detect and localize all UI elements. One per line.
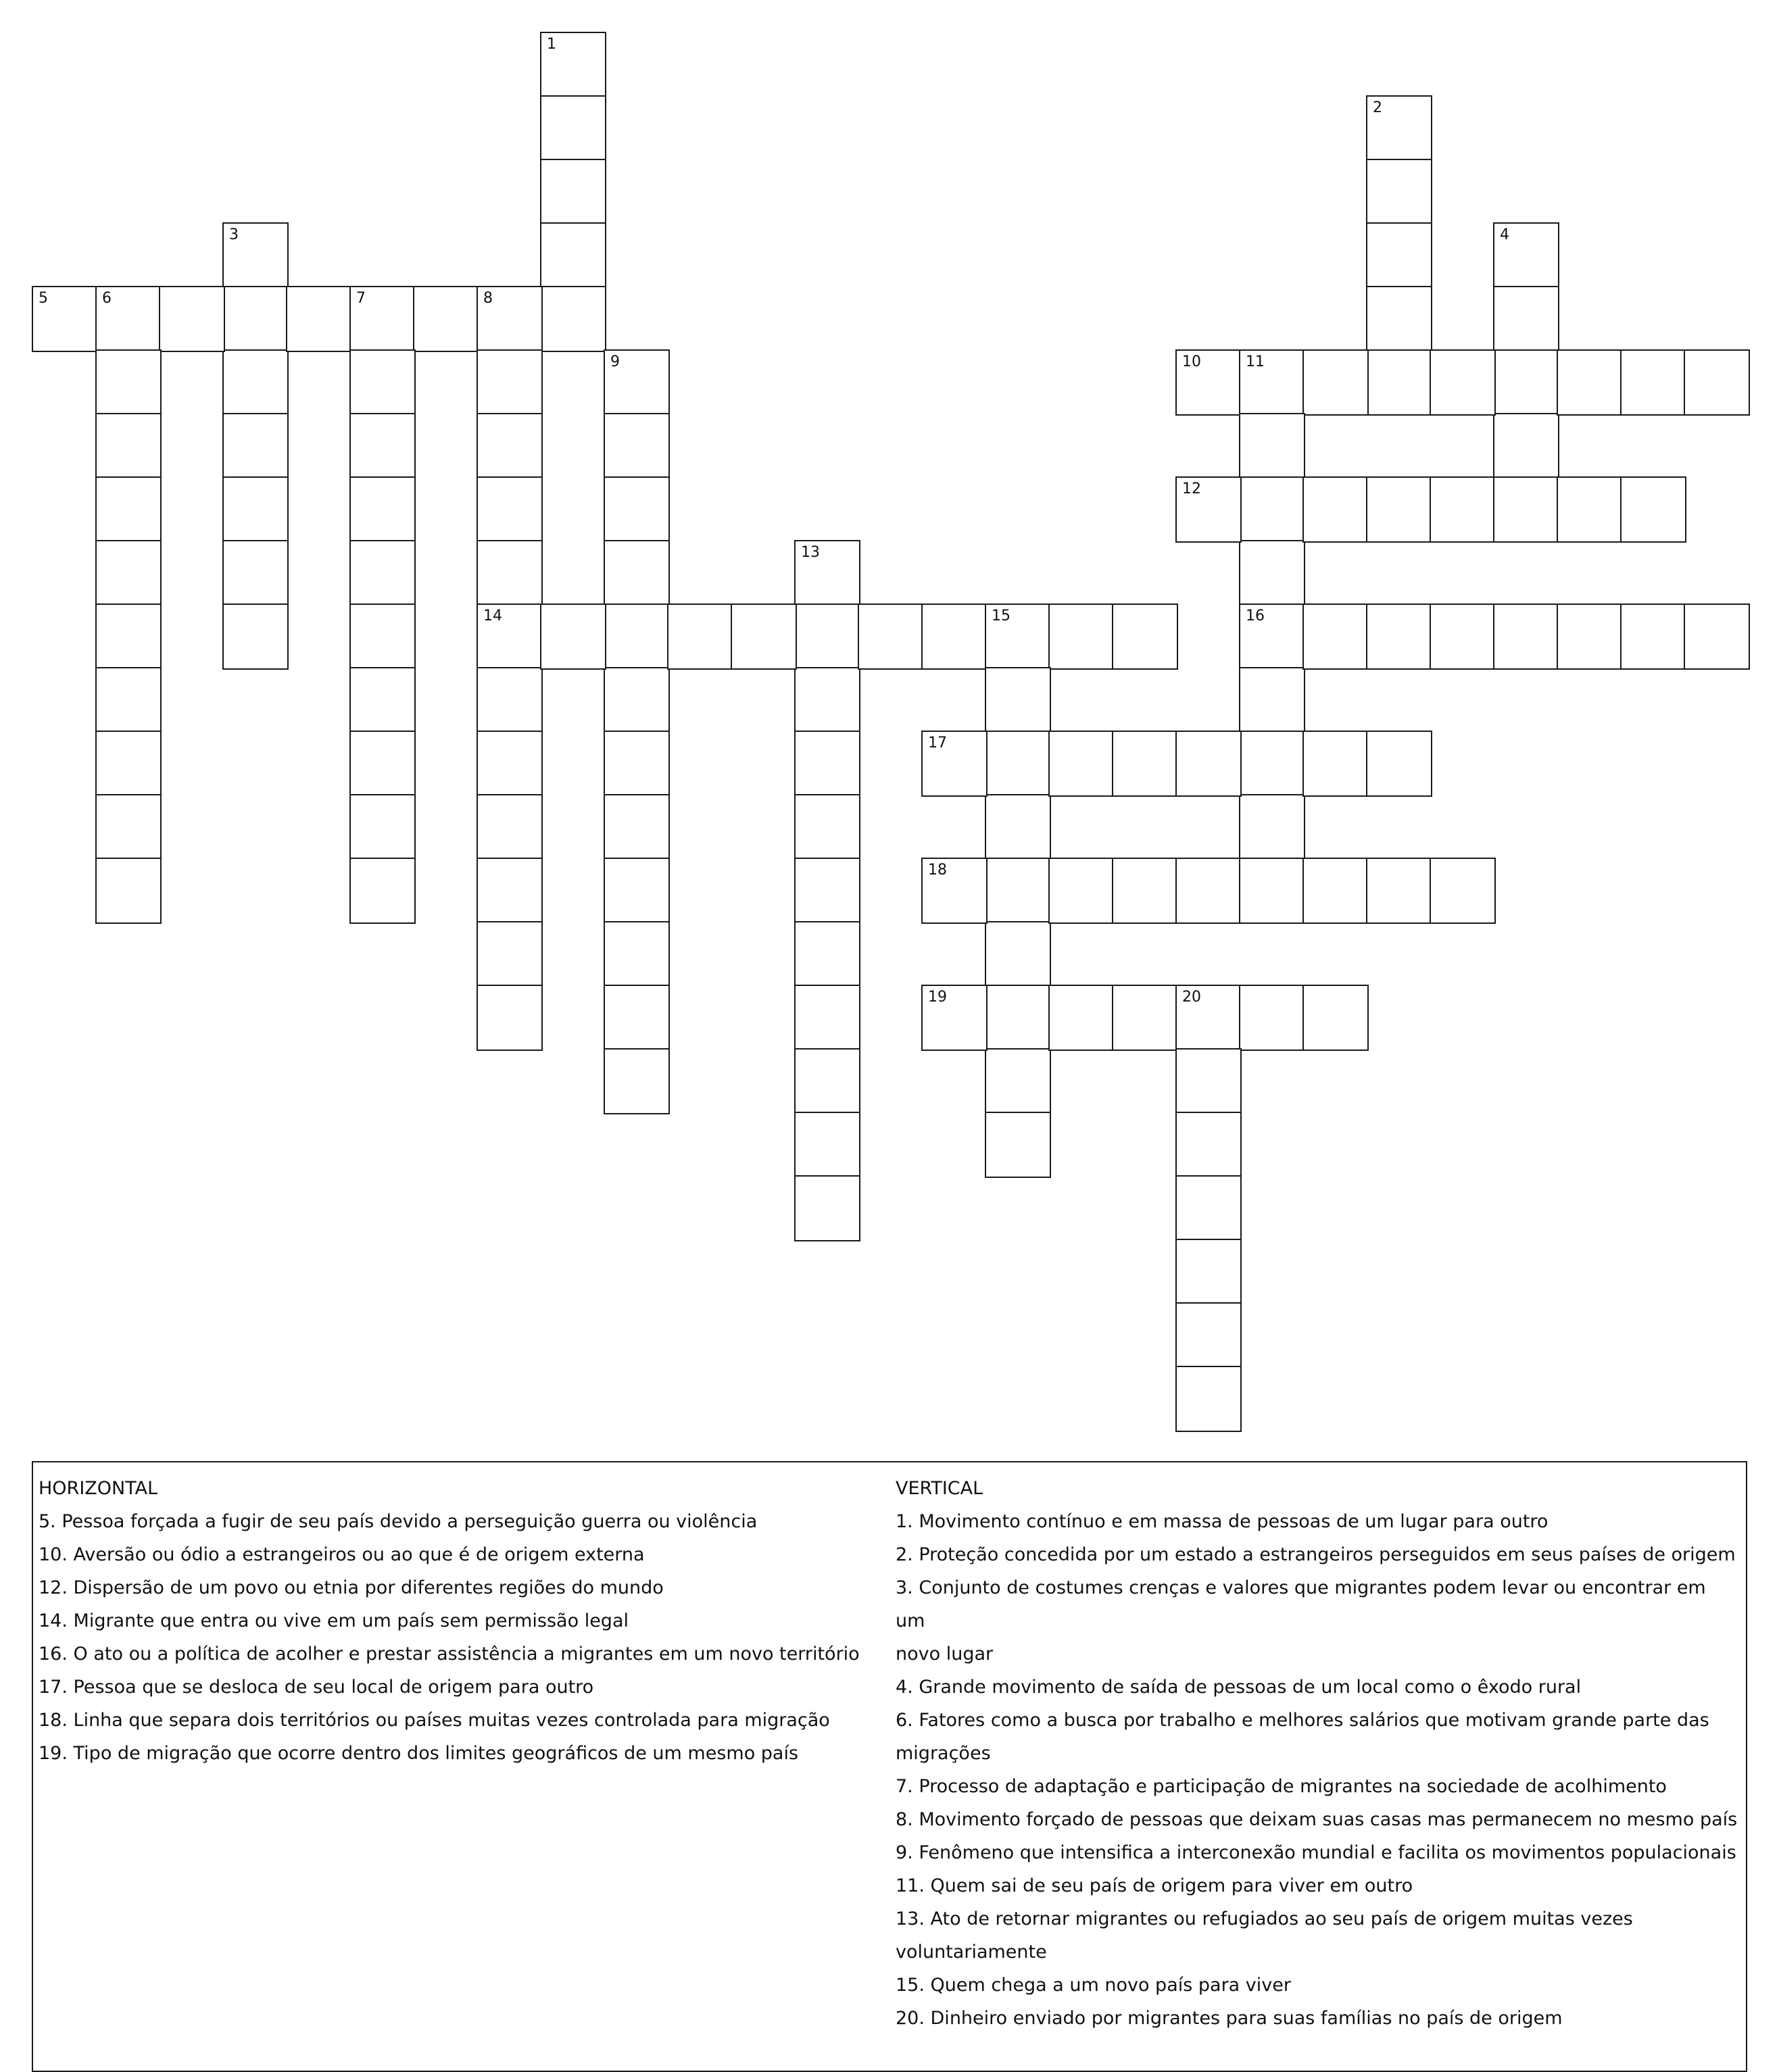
crossword-cell[interactable] xyxy=(1493,286,1559,352)
crossword-cell[interactable] xyxy=(794,858,860,924)
crossword-cell[interactable] xyxy=(95,349,162,416)
crossword-cell[interactable] xyxy=(985,1048,1051,1114)
crossword-cell[interactable] xyxy=(477,540,543,606)
crossword-cell[interactable] xyxy=(1239,858,1305,924)
clue-number: 12 xyxy=(1182,480,1201,497)
across-heading: HORIZONTAL xyxy=(39,1478,158,1499)
crossword-cell[interactable] xyxy=(1112,858,1178,924)
clue-number: 3 xyxy=(229,226,239,243)
down-clue: 1. Movimento contínuo e em massa de pessoas de um lugar para outro xyxy=(896,1511,1549,1532)
crossword-cell[interactable] xyxy=(604,985,670,1051)
crossword-cell[interactable] xyxy=(1493,603,1559,670)
crossword-cell[interactable] xyxy=(604,540,670,606)
crossword-cell[interactable] xyxy=(1366,603,1432,670)
crossword-cell[interactable] xyxy=(222,286,289,352)
crossword-cell[interactable] xyxy=(604,1048,670,1114)
crossword-cell[interactable] xyxy=(1048,731,1115,797)
crossword-cell[interactable] xyxy=(477,286,543,352)
down-clue: 13. Ato de retornar migrantes ou refugiados ao seu país de origem muitas vezes xyxy=(896,1908,1633,1929)
crossword-cell[interactable] xyxy=(540,159,606,225)
crossword-cell[interactable] xyxy=(731,603,797,670)
crossword-cell[interactable] xyxy=(222,540,289,606)
down-clue: voluntariamente xyxy=(896,1942,1047,1963)
crossword-cell[interactable] xyxy=(349,540,416,606)
crossword-cell[interactable] xyxy=(921,858,988,924)
down-clue: 4. Grande movimento de saída de pessoas de um local como o êxodo rural xyxy=(896,1677,1582,1698)
crossword-cell[interactable] xyxy=(794,667,860,733)
crossword-cell[interactable] xyxy=(1366,222,1432,289)
crossword-cell[interactable] xyxy=(1239,731,1305,797)
crossword-cell[interactable] xyxy=(477,731,543,797)
clue-number: 1 xyxy=(547,36,556,53)
clue-number: 8 xyxy=(483,290,493,307)
crossword-cell[interactable] xyxy=(349,286,416,352)
clue-number: 16 xyxy=(1246,608,1265,624)
crossword-cell[interactable] xyxy=(794,603,860,670)
crossword-cell[interactable] xyxy=(1175,1239,1242,1305)
crossword-cell[interactable] xyxy=(95,476,162,543)
crossword-cell[interactable] xyxy=(794,540,860,606)
crossword-cell[interactable] xyxy=(32,286,98,352)
crossword-cell[interactable] xyxy=(1175,1366,1242,1432)
crossword-cell[interactable] xyxy=(286,286,352,352)
crossword-cell[interactable] xyxy=(222,349,289,416)
crossword-cell[interactable] xyxy=(794,1175,860,1241)
crossword-cell[interactable] xyxy=(540,286,606,352)
crossword-cell[interactable] xyxy=(95,794,162,860)
crossword-cell[interactable] xyxy=(604,667,670,733)
crossword-cell[interactable] xyxy=(349,858,416,924)
crossword-cell[interactable] xyxy=(477,603,543,670)
crossword-cell[interactable] xyxy=(858,603,924,670)
crossword-cell[interactable] xyxy=(1366,476,1432,543)
crossword-cell[interactable] xyxy=(1175,476,1242,543)
crossword-cell[interactable] xyxy=(1557,349,1623,416)
crossword-cell[interactable] xyxy=(1366,95,1432,162)
crossword-cell[interactable] xyxy=(985,667,1051,733)
crossword-cell[interactable] xyxy=(95,540,162,606)
crossword-cell[interactable] xyxy=(1430,858,1496,924)
crossword-cell[interactable] xyxy=(985,985,1051,1051)
crossword-cell[interactable] xyxy=(794,1112,860,1178)
crossword-cell[interactable] xyxy=(1366,731,1432,797)
clue-number: 4 xyxy=(1500,226,1509,243)
down-clues xyxy=(896,1472,1740,2035)
crossword-cell[interactable] xyxy=(1302,985,1369,1051)
crossword-cell[interactable] xyxy=(477,794,543,860)
crossword-cell[interactable] xyxy=(95,413,162,479)
crossword-cell[interactable] xyxy=(95,858,162,924)
crossword-cell[interactable] xyxy=(1239,603,1305,670)
crossword-cell[interactable] xyxy=(1239,540,1305,606)
crossword-cell[interactable] xyxy=(1302,349,1369,416)
crossword-cell[interactable] xyxy=(1239,667,1305,733)
crossword-cell[interactable] xyxy=(222,413,289,479)
crossword-cell[interactable] xyxy=(1048,603,1115,670)
crossword-cell[interactable] xyxy=(1430,349,1496,416)
crossword-cell[interactable] xyxy=(222,222,289,289)
crossword-cell[interactable] xyxy=(222,476,289,543)
crossword-cell[interactable] xyxy=(349,667,416,733)
crossword-cell[interactable] xyxy=(349,413,416,479)
crossword-cell[interactable] xyxy=(1302,858,1369,924)
crossword-cell[interactable] xyxy=(921,731,988,797)
crossword-cell[interactable] xyxy=(921,985,988,1051)
crossword-cell[interactable] xyxy=(222,603,289,670)
down-clue: 7. Processo de adaptação e participação de migrantes na sociedade de acolhimento xyxy=(896,1776,1667,1797)
clue-number: 18 xyxy=(928,862,947,879)
crossword-cell[interactable] xyxy=(349,476,416,543)
crossword-cell[interactable] xyxy=(1239,349,1305,416)
crossword-cell[interactable] xyxy=(540,32,606,98)
crossword-cell[interactable] xyxy=(604,921,670,987)
crossword-cell[interactable] xyxy=(604,603,670,670)
crossword-cell[interactable] xyxy=(477,858,543,924)
clue-number: 10 xyxy=(1182,353,1201,370)
clue-number: 5 xyxy=(39,290,48,307)
crossword-cell[interactable] xyxy=(1048,985,1115,1051)
crossword-cell[interactable] xyxy=(794,731,860,797)
clue-number: 20 xyxy=(1182,989,1201,1006)
crossword-cell[interactable] xyxy=(540,603,606,670)
down-heading: VERTICAL xyxy=(896,1478,983,1499)
crossword-cell[interactable] xyxy=(349,794,416,860)
down-clue: 6. Fatores como a busca por trabalho e melhores salários que motivam grande parte das xyxy=(896,1710,1709,1731)
crossword-cell[interactable] xyxy=(95,667,162,733)
down-clue: 9. Fenômeno que intensifica a interconexão mundial e facilita os movimentos populacionais xyxy=(896,1842,1736,1863)
crossword-cell[interactable] xyxy=(1175,1048,1242,1114)
crossword-cell[interactable] xyxy=(1239,476,1305,543)
crossword-cell[interactable] xyxy=(985,1112,1051,1178)
crossword-cell[interactable] xyxy=(794,921,860,987)
down-clue: novo lugar xyxy=(896,1644,994,1664)
clue-number: 19 xyxy=(928,989,947,1006)
crossword-cell[interactable] xyxy=(1557,476,1623,543)
crossword-cell[interactable] xyxy=(1620,349,1686,416)
crossword-cell[interactable] xyxy=(477,921,543,987)
clue-number: 9 xyxy=(610,353,620,370)
crossword-cell[interactable] xyxy=(1366,349,1432,416)
crossword-cell[interactable] xyxy=(1430,603,1496,670)
crossword-cell[interactable] xyxy=(1175,1175,1242,1241)
crossword-cell[interactable] xyxy=(1620,603,1686,670)
down-clue: 15. Quem chega a um novo país para viver xyxy=(896,1975,1291,1996)
crossword-cell[interactable] xyxy=(540,222,606,289)
crossword-cell[interactable] xyxy=(349,603,416,670)
crossword-cell[interactable] xyxy=(477,349,543,416)
crossword-cell[interactable] xyxy=(1493,476,1559,543)
crossword-cell[interactable] xyxy=(1302,731,1369,797)
crossword-cell[interactable] xyxy=(1112,603,1178,670)
crossword-cell[interactable] xyxy=(1048,858,1115,924)
crossword-cell[interactable] xyxy=(1493,349,1559,416)
crossword-cell[interactable] xyxy=(477,667,543,733)
crossword-cell[interactable] xyxy=(413,286,479,352)
crossword-cell[interactable] xyxy=(477,985,543,1051)
crossword-cell[interactable] xyxy=(604,349,670,416)
crossword-cell[interactable] xyxy=(1430,476,1496,543)
crossword-cell[interactable] xyxy=(1239,985,1305,1051)
clue-number: 15 xyxy=(992,608,1010,624)
crossword-cell[interactable] xyxy=(159,286,225,352)
clue-number: 13 xyxy=(801,544,820,561)
crossword-cell[interactable] xyxy=(985,731,1051,797)
crossword-cell[interactable] xyxy=(794,1048,860,1114)
crossword-cell[interactable] xyxy=(794,794,860,860)
crossword-cell[interactable] xyxy=(985,921,1051,987)
crossword-cell[interactable] xyxy=(1366,858,1432,924)
crossword-cell[interactable] xyxy=(1493,222,1559,289)
crossword-cell[interactable] xyxy=(985,603,1051,670)
crossword-cell[interactable] xyxy=(477,476,543,543)
crossword-cell[interactable] xyxy=(1175,1302,1242,1368)
crossword-cell[interactable] xyxy=(540,95,606,162)
across-clue: 12. Dispersão de um povo ou etnia por diferentes regiões do mundo xyxy=(39,1577,664,1598)
down-clue: 3. Conjunto de costumes crenças e valores que migrantes podem levar ou encontrar em um xyxy=(896,1577,1706,1631)
crossword-cell[interactable] xyxy=(1175,858,1242,924)
crossword-cell[interactable] xyxy=(667,603,733,670)
down-clue: 8. Movimento forçado de pessoas que deixam suas casas mas permanecem no mesmo país xyxy=(896,1809,1738,1830)
crossword-cell[interactable] xyxy=(1175,731,1242,797)
across-clue: 17. Pessoa que se desloca de seu local de origem para outro xyxy=(39,1677,594,1698)
crossword-cell[interactable] xyxy=(477,413,543,479)
crossword-cell[interactable] xyxy=(604,858,670,924)
clue-number: 14 xyxy=(483,608,502,624)
crossword-cell[interactable] xyxy=(1239,794,1305,860)
clue-number: 6 xyxy=(102,290,112,307)
across-clue: 14. Migrante que entra ou vive em um país sem permissão legal xyxy=(39,1610,629,1631)
crossword-cell[interactable] xyxy=(604,476,670,543)
across-clue: 16. O ato ou a política de acolher e prestar assistência a migrantes em um novo território xyxy=(39,1644,860,1664)
crossword-cell[interactable] xyxy=(921,603,988,670)
down-clue: 2. Proteção concedida por um estado a estrangeiros perseguidos em seus países de origem xyxy=(896,1544,1736,1565)
clue-number: 2 xyxy=(1373,99,1382,116)
down-clue: 11. Quem sai de seu país de origem para viver em outro xyxy=(896,1875,1413,1896)
across-clue: 5. Pessoa forçada a fugir de seu país devido a perseguição guerra ou violência xyxy=(39,1511,758,1532)
crossword-cell[interactable] xyxy=(1366,159,1432,225)
across-clue: 18. Linha que separa dois territórios ou países muitas vezes controlada para migração xyxy=(39,1710,830,1731)
crossword-cell[interactable] xyxy=(604,413,670,479)
crossword-cell[interactable] xyxy=(1302,603,1369,670)
crossword-cell[interactable] xyxy=(95,286,162,352)
crossword-cell[interactable] xyxy=(985,794,1051,860)
crossword-cell[interactable] xyxy=(1175,349,1242,416)
clue-number: 11 xyxy=(1246,353,1265,370)
clues-box xyxy=(32,1461,1747,2072)
crossword-cell[interactable] xyxy=(1557,603,1623,670)
crossword-cell[interactable] xyxy=(95,731,162,797)
across-clue: 19. Tipo de migração que ocorre dentro dos limites geográficos de um mesmo país xyxy=(39,1743,799,1764)
crossword-cell[interactable] xyxy=(985,858,1051,924)
crossword-cell[interactable] xyxy=(1493,413,1559,479)
crossword-cell[interactable] xyxy=(1112,731,1178,797)
across-clues xyxy=(39,1472,883,1770)
crossword-cell[interactable] xyxy=(1175,985,1242,1051)
across-clue: 10. Aversão ou ódio a estrangeiros ou ao que é de origem externa xyxy=(39,1544,645,1565)
clue-number: 7 xyxy=(356,290,366,307)
crossword-cell[interactable] xyxy=(1366,286,1432,352)
crossword-cell[interactable] xyxy=(349,349,416,416)
crossword-cell[interactable] xyxy=(1684,603,1750,670)
crossword-cell[interactable] xyxy=(1239,413,1305,479)
crossword-cell[interactable] xyxy=(1302,476,1369,543)
down-clue: migrações xyxy=(896,1743,991,1764)
crossword-cell[interactable] xyxy=(1112,985,1178,1051)
crossword-cell[interactable] xyxy=(1684,349,1750,416)
crossword-cell[interactable] xyxy=(794,985,860,1051)
down-clue: 20. Dinheiro enviado por migrantes para suas famílias no país de origem xyxy=(896,2008,1563,2029)
crossword-cell[interactable] xyxy=(1175,1112,1242,1178)
crossword-cell[interactable] xyxy=(604,794,670,860)
crossword-cell[interactable] xyxy=(95,603,162,670)
crossword-cell[interactable] xyxy=(604,731,670,797)
crossword-cell[interactable] xyxy=(349,731,416,797)
clue-number: 17 xyxy=(928,735,947,751)
crossword-cell[interactable] xyxy=(1620,476,1686,543)
